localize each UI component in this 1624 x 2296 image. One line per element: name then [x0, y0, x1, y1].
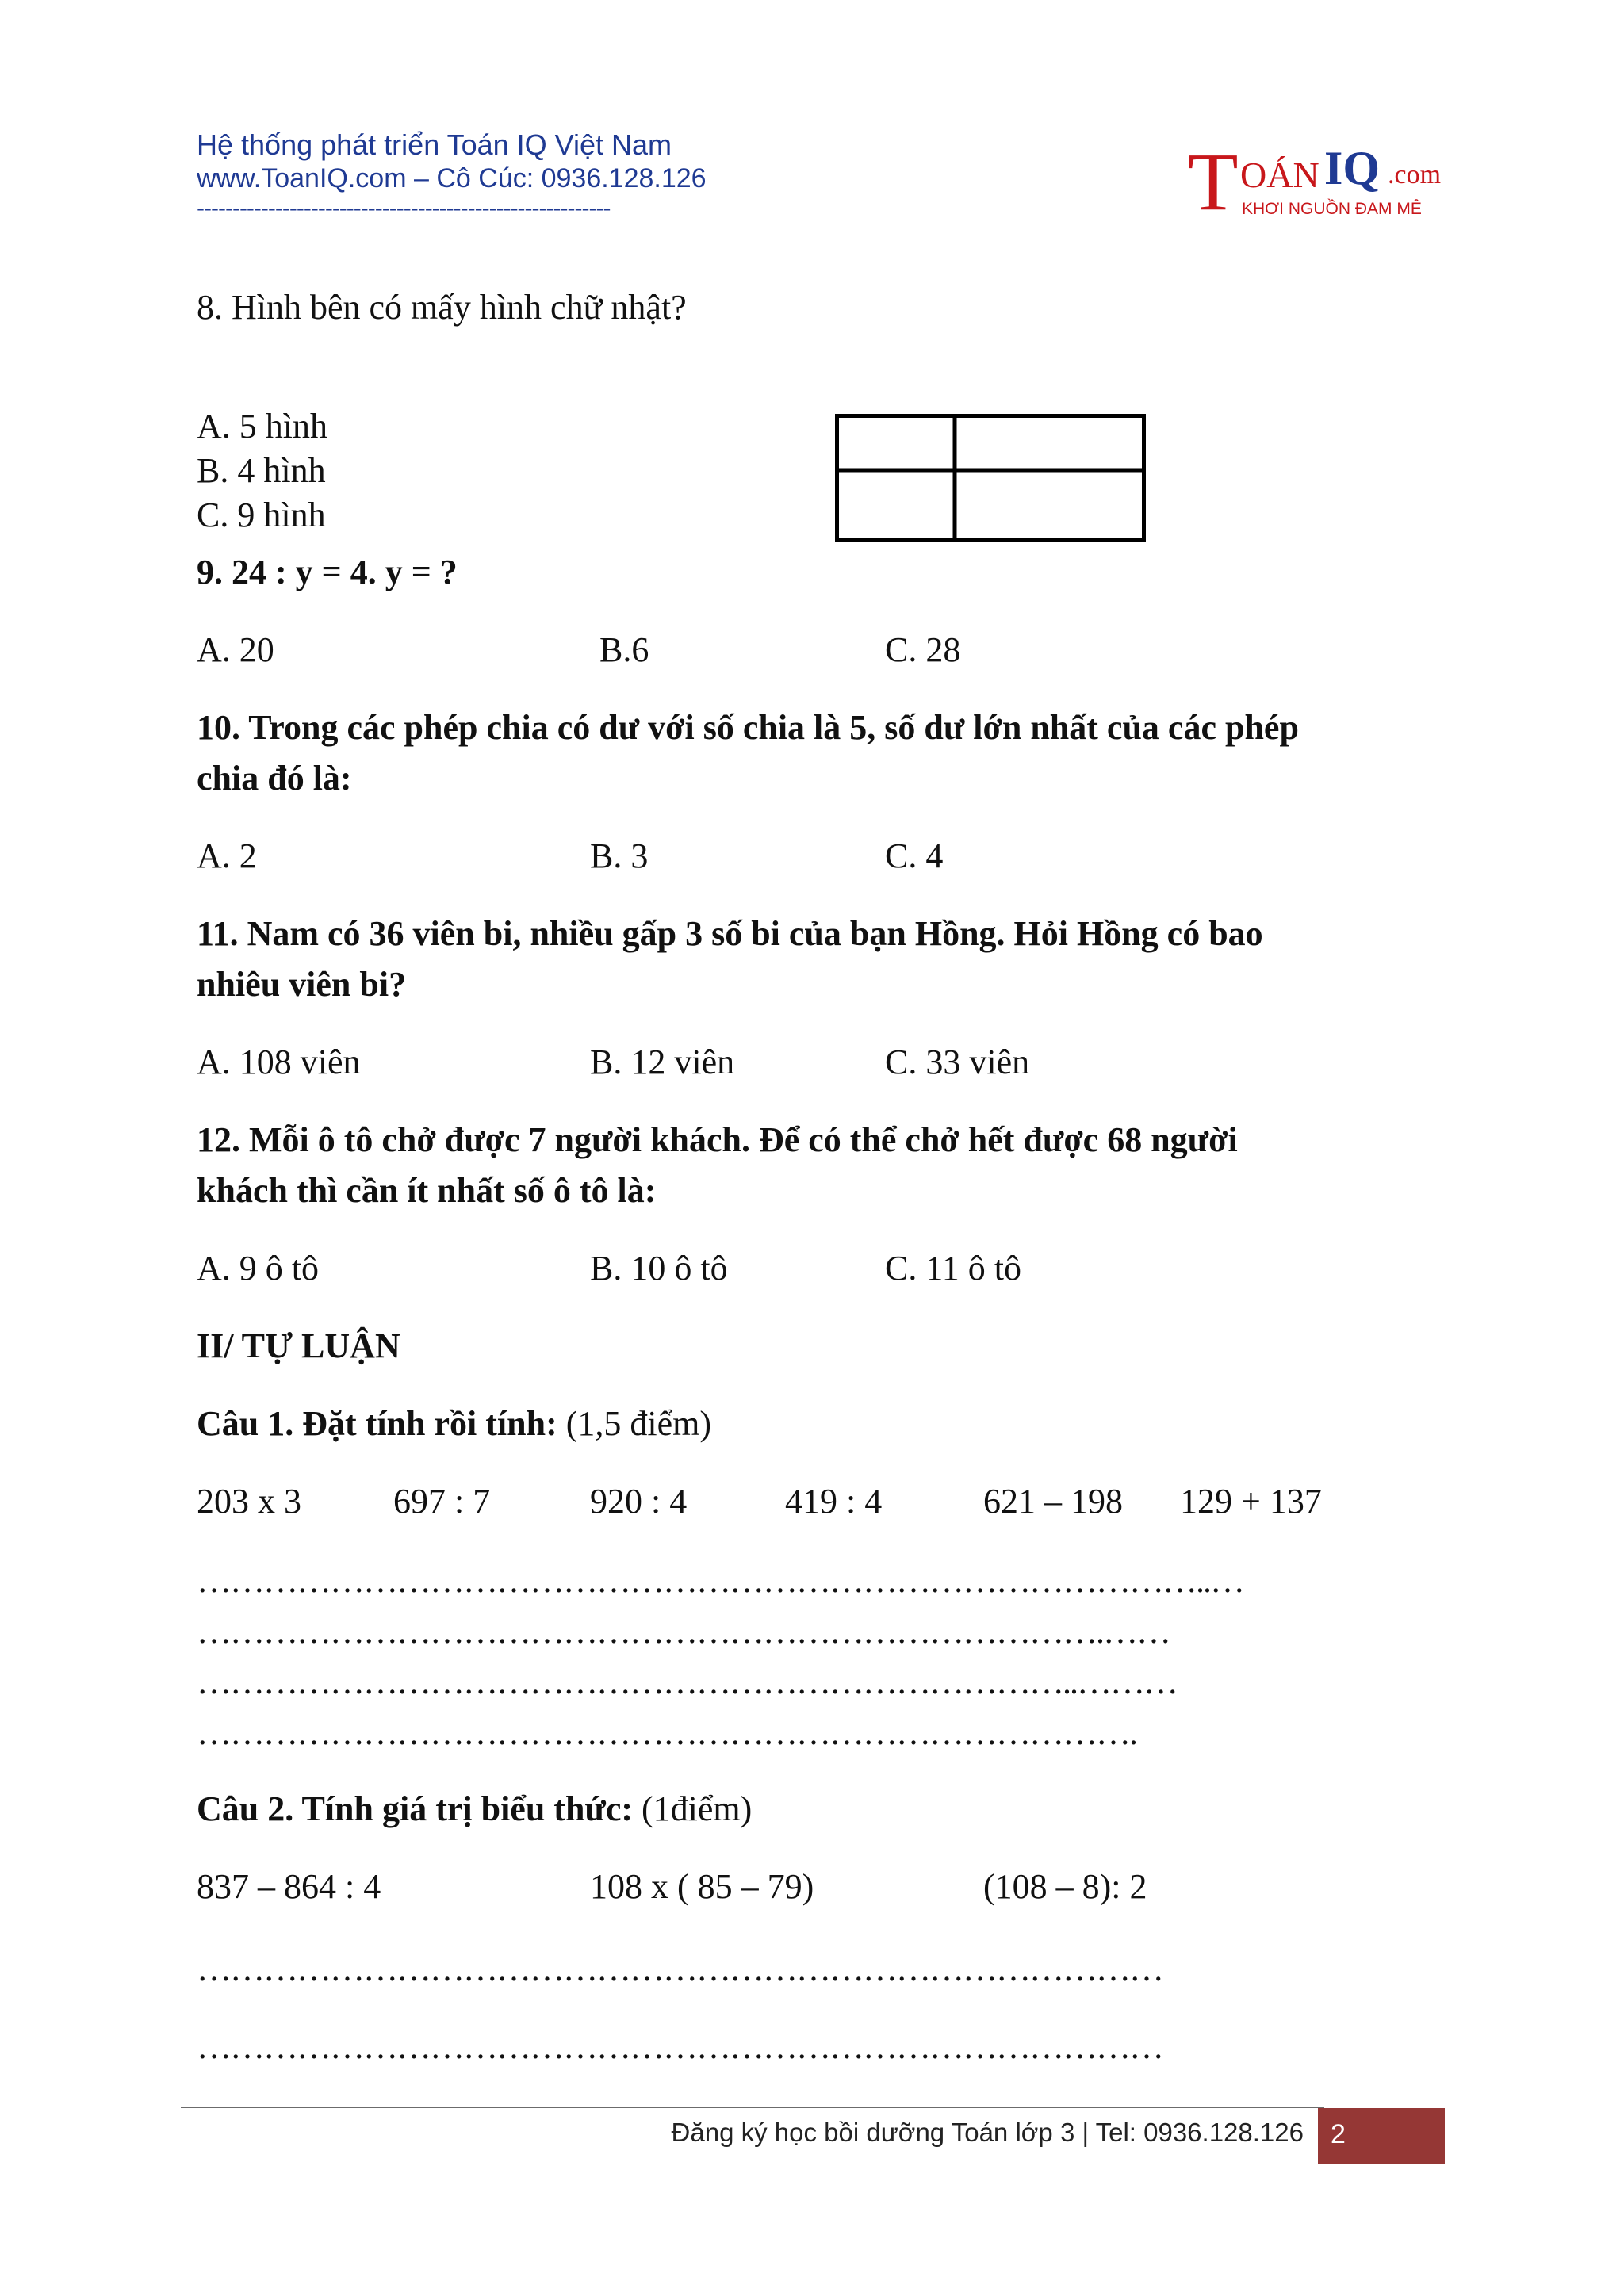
footer-text: Đăng ký học bồi dưỡng Toán lớp 3 | Tel: 0936.128.126	[671, 2118, 1304, 2147]
q10-option-c: C. 4	[885, 836, 944, 875]
q9-option-c: C. 28	[885, 630, 961, 669]
cau1-points: (1,5 điểm)	[557, 1404, 712, 1443]
q8-option-c: C. 9 hình	[197, 496, 326, 534]
cau1-exercise-5: 621 – 198	[983, 1482, 1123, 1521]
q11-option-b: B. 12 viên	[590, 1043, 735, 1081]
logo-letter-t: T	[1188, 136, 1239, 228]
cau1-exercise-3: 920 : 4	[590, 1482, 688, 1521]
header-website-contact: www.ToanIQ.com – Cô Cúc: 0936.128.126	[197, 163, 707, 193]
cau1-answer-line-2: ……………………………………………………………………….……	[197, 1612, 1170, 1651]
rectangle-figure	[835, 414, 1146, 542]
q8-option-b: B. 4 hình	[197, 451, 326, 490]
cau1-heading	[197, 1403, 711, 1444]
q9-option-b: B.6	[599, 630, 649, 669]
q10-question-line2: chia đó là:	[197, 759, 352, 798]
cau2-label: Câu 2. Tính giá trị biểu thức:	[197, 1789, 633, 1828]
logo-text-com: .com	[1388, 160, 1442, 189]
cau1-exercise-1: 203 x 3	[197, 1482, 301, 1521]
toaniq-logo	[1188, 136, 1442, 228]
cau2-answer-line-1: ……………………………………………………………………………	[197, 1950, 1162, 1988]
q12-question-line1: 12. Mỗi ô tô chở được 7 người khách. Để có thể chở hết được 68 người	[197, 1120, 1238, 1159]
q9-option-a: A. 20	[197, 630, 274, 669]
q12-question-line2: khách thì cần ít nhất số ô tô là:	[197, 1171, 657, 1210]
page-number: 2	[1331, 2119, 1346, 2149]
cau2-points: (1điểm)	[633, 1789, 753, 1828]
q11-question-line1: 11. Nam có 36 viên bi, nhiều gấp 3 số bi của bạn Hồng. Hỏi Hồng có bao	[197, 914, 1263, 953]
cau2-exercise-1: 837 – 864 : 4	[197, 1867, 381, 1906]
q12-option-b: B. 10 ô tô	[590, 1249, 728, 1288]
cau1-exercise-2: 697 : 7	[393, 1482, 491, 1521]
page-number-box	[1318, 2108, 1445, 2164]
cau1-answer-line-1: ………………………………………………………………………………..…	[197, 1561, 1243, 1600]
footer-rule	[181, 2107, 1324, 2108]
section-tu-luan-title: II/ TỰ LUẬN	[197, 1326, 400, 1365]
logo-tagline: KHƠI NGUỒN ĐAM MÊ	[1242, 200, 1422, 218]
cau2-answer-line-2: ……………………………………………………………………………	[197, 2027, 1162, 2066]
q10-option-a: A. 2	[197, 836, 257, 875]
q11-question-line2: nhiêu viên bi?	[197, 965, 407, 1004]
q8-option-a: A. 5 hình	[197, 407, 327, 446]
header-title: Hệ thống phát triển Toán IQ Việt Nam	[197, 128, 672, 161]
cau2-exercise-2: 108 x ( 85 – 79)	[590, 1867, 814, 1906]
q8-question: 8. Hình bên có mấy hình chữ nhật?	[197, 288, 687, 327]
cau1-label: Câu 1. Đặt tính rồi tính:	[197, 1404, 557, 1443]
q9-question: 9. 24 : y = 4. y = ?	[197, 553, 458, 591]
cau1-exercise-4: 419 : 4	[785, 1482, 883, 1521]
header-dashed-rule: ----------------------------------------------------------	[197, 195, 611, 221]
logo-text-iq: IQ	[1324, 142, 1381, 194]
cau1-exercise-6: 129 + 137	[1180, 1482, 1322, 1521]
logo-text-oan: OÁN	[1240, 155, 1320, 195]
q12-option-c: C. 11 ô tô	[885, 1249, 1021, 1288]
cau1-answer-line-3: ……………………………………………………………………..………	[197, 1663, 1177, 1701]
q10-option-b: B. 3	[590, 836, 649, 875]
q10-question-line1: 10. Trong các phép chia có dư với số chia là 5, số dư lớn nhất của các phép	[197, 708, 1299, 747]
cau2-heading	[197, 1789, 752, 1829]
outer-rectangle	[837, 416, 1144, 541]
cau2-exercise-3: (108 – 8): 2	[983, 1867, 1147, 1906]
cau1-answer-line-4: ………………………………………………………………………….	[197, 1713, 1136, 1752]
q11-option-c: C. 33 viên	[885, 1043, 1030, 1081]
q12-option-a: A. 9 ô tô	[197, 1249, 319, 1288]
q11-option-a: A. 108 viên	[197, 1043, 361, 1081]
